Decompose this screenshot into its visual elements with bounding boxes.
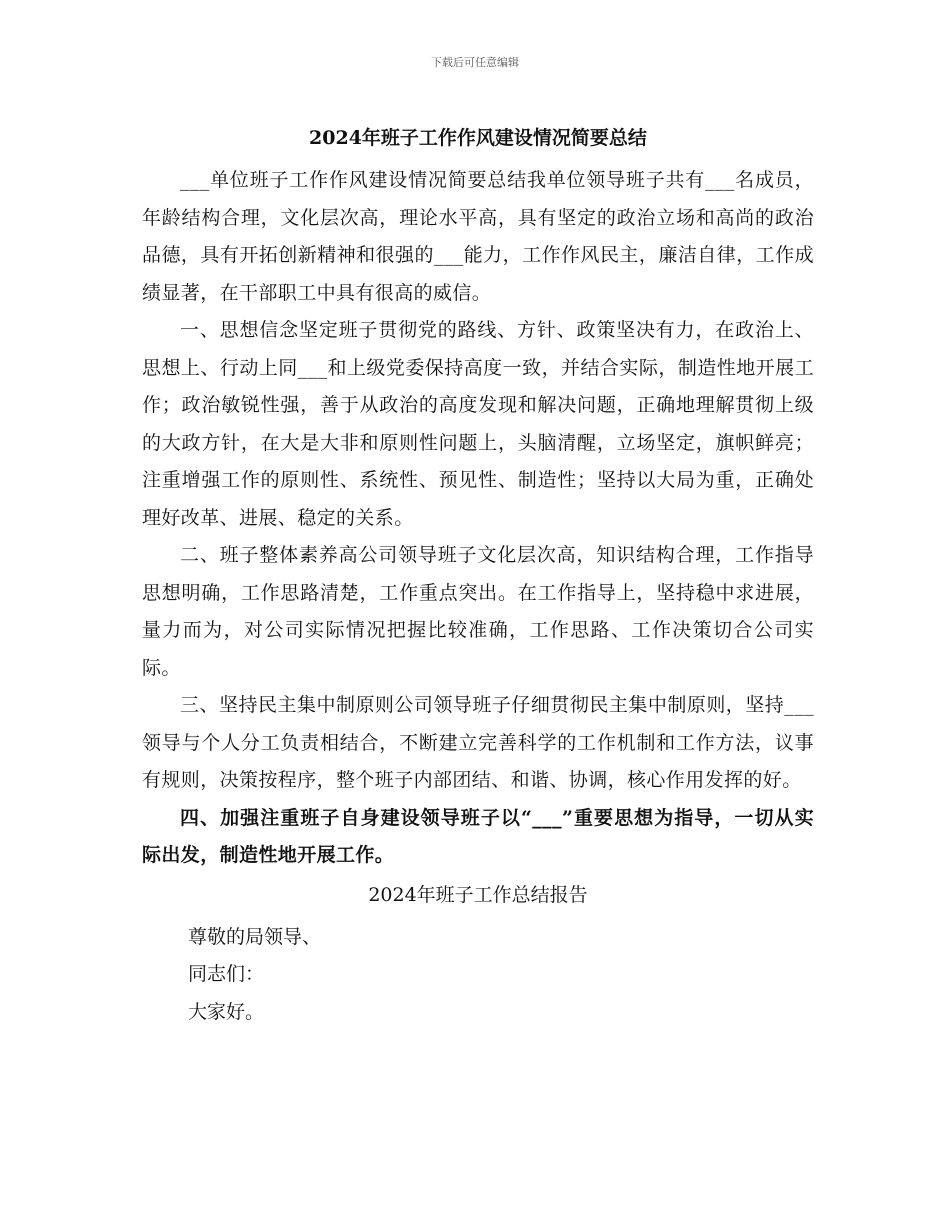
- section-one-paragraph: 一、思想信念坚定班子贯彻党的路线、方针、政策坚决有力，在政治上、思想上、行动上同___和上级党委保持高度一致，并结合实际，制造性地开展工作；政治敏锐性强，善于从政治的高度发现和解决问题，正确地理解贯彻上级的大政方针，在大是大非和原则性问题上，头脑清醒，立场坚定，旗帜鲜亮；注重增强工作的原则性、系统性、预见性、制造性；坚持以大局为重，正确处理好改革、进展、稳定的关系。: [142, 319, 814, 529]
- section-four-paragraph: 四、加强注重班子自身建设领导班子以“___”重要思想为指导，一切从实际出发，制造性地开展工作。: [142, 806, 814, 866]
- document-body: [142, 118, 814, 1031]
- section-two-paragraph: 二、班子整体素养高公司领导班子文化层次高，知识结构合理，工作指导思想明确，工作思路清楚，工作重点突出。在工作指导上，坚持稳中求进展，量力而为，对公司实际情况把握比较准确，工作思路、工作决策切合公司实际。: [142, 544, 814, 679]
- intro-paragraph: ___单位班子工作作风建设情况简要总结我单位领导班子共有___名成员，年龄结构合理，文化层次高，理论水平高，具有坚定的政治立场和高尚的政治品德，具有开拓创新精神和很强的___能力，工作作风民主，廉洁自律，工作成绩显著，在干部职工中具有很高的威信。: [142, 169, 814, 304]
- document-title: 2024年班子工作作风建设情况简要总结: [309, 127, 647, 149]
- salutation-line: 同志们：: [188, 963, 265, 985]
- salutation-line: 尊敬的局领导、: [188, 925, 322, 948]
- section-three-paragraph: 三、坚持民主集中制原则公司领导班子仔细贯彻民主集中制原则，坚持___领导与个人分工负责相结合，不断建立完善科学的工作机制和工作方法，议事有规则，决策按程序，整个班子内部团结、和谐、协调，核心作用发挥的好。: [142, 694, 814, 791]
- salutation-line: 大家好。: [188, 1000, 265, 1023]
- second-document-title: 2024年班子工作总结报告: [368, 883, 588, 906]
- header-note: 下载后可任意编辑: [431, 56, 519, 69]
